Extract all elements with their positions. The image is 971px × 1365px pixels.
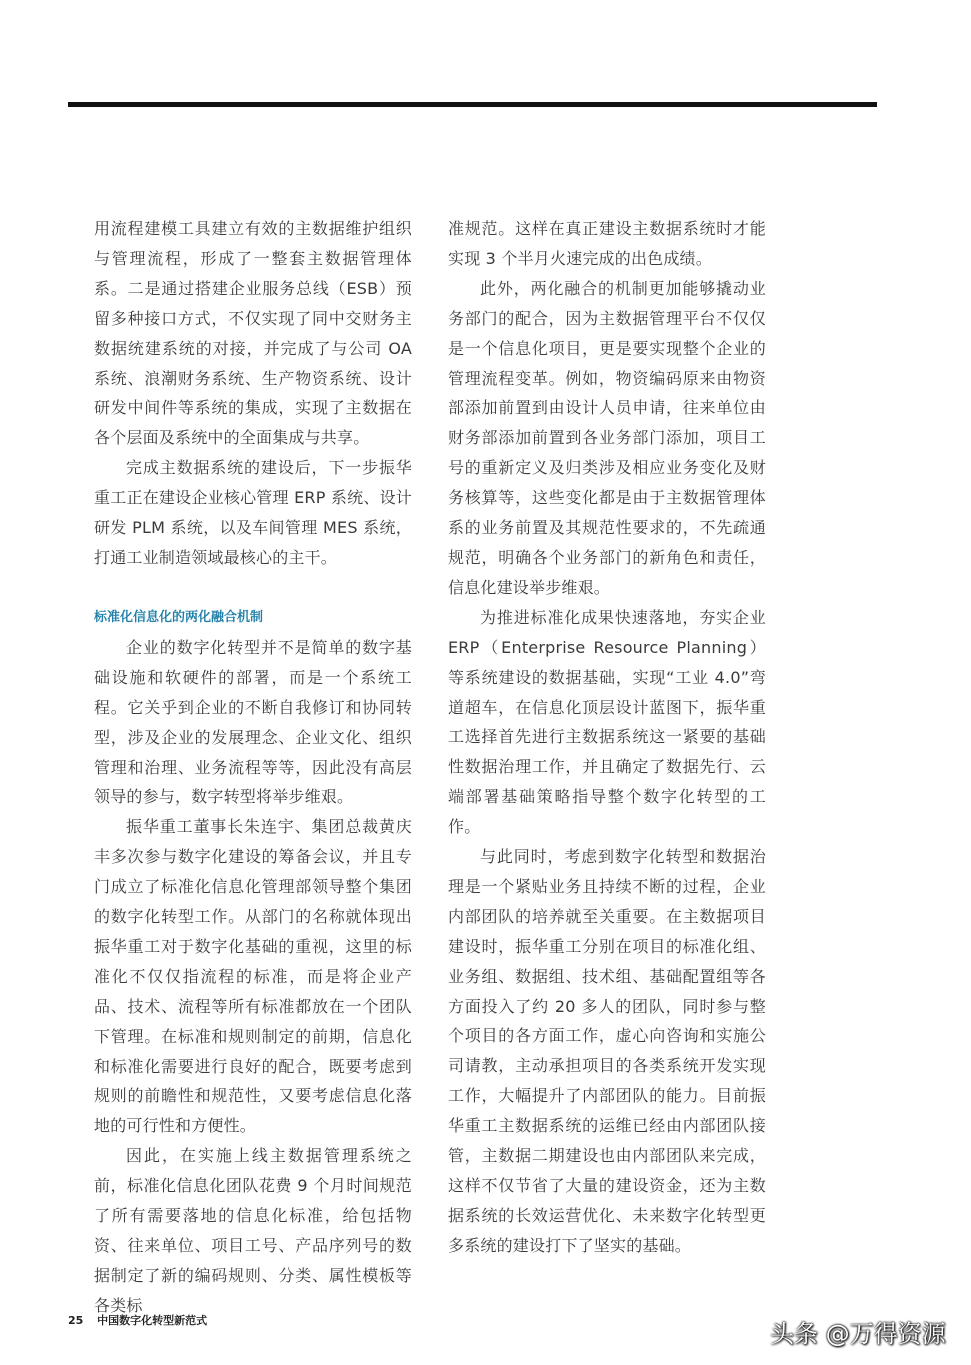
left-paragraph-5: 因此，在实施上线主数据管理系统之前，标准化信息化团队花费 9 个月时间规范了所有需要落地的信息化标准，给包括物资、往来单位、项目工号、产品序列号的数据制定了新的编码规则、分类、属性模板等各类标 <box>94 1146 412 1315</box>
right-paragraph-1: 准规范。这样在真正建设主数据系统时才能实现 3 个半月火速完成的出色成绩。 <box>448 219 766 268</box>
page-number: 25 <box>68 1314 84 1327</box>
left-paragraph-4: 振华重工董事长朱连宇、集团总裁黄庆丰多次参与数字化建设的筹备会议，并且专门成立了标准化信息化管理部领导整个集团的数字化转型工作。从部门的名称就体现出振华重工对于数字化基础的重视，这里的标准化不仅仅指流程的标准，而是将企业产品、技术、流程等所有标准都放在一个团队下管理。在标准和规则制定的前期，信息化和标准化需要进行良好的配合，既要考虑到规则的前瞻性和规范性，又要考虑信息化落地的可行性和方便性。 <box>94 817 412 1136</box>
watermark: 头条 @万得资源 <box>770 1320 946 1348</box>
left-column <box>94 214 412 1321</box>
right-paragraph-4: 与此同时，考虑到数字化转型和数据治理是一个紧贴业务且持续不断的过程，企业内部团队的培养就至关重要。在主数据项目建设时，振华重工分别在项目的标准化组、业务组、数据组、技术组、基础配置组等各方面投入了约 20 多人的团队，同时参与整个项目的各方面工作，虚心向咨询和实施公司请教，主动承担项目的各类系统开发实现工作，大幅提升了内部团队的能力。目前振华重工主数据系统的运维已经由内部团队接管，主数据二期建设也由内部团队来完成，这样不仅节省了大量的建设资金，还为主数据系统的长效运营优化、未来数字化转型更多系统的建设打下了坚实的基础。 <box>448 847 766 1255</box>
left-paragraph-3: 企业的数字化转型并不是简单的数字基础设施和软硬件的部署，而是一个系统工程。它关乎到企业的不断自我修订和协同转型，涉及企业的发展理念、企业文化、组织管理和治理、业务流程等等，因此没有高层领导的参与，数字转型将举步维艰。 <box>94 637 412 807</box>
left-paragraph-2: 完成主数据系统的建设后，下一步振华重工正在建设企业核心管理 ERP 系统、设计研发 PLM 系统，以及车间管理 MES 系统，打通工业制造领域最核心的主干。 <box>94 458 412 567</box>
section-heading: 标准化信息化的两化融合机制 <box>94 609 264 625</box>
publication-title: 中国数字化转型新范式 <box>97 1314 208 1327</box>
right-paragraph-2: 此外，两化融合的机制更加能够撬动业务部门的配合，因为主数据管理平台不仅仅是一个信息化项目，更是要实现整个企业的管理流程变革。例如，物资编码原来由物资部添加前置到由设计人员申请，往来单位由财务部添加前置到各业务部门添加，项目工号的重新定义及归类涉及相应业务变化及财务核算等，这些变化都是由于主数据管理体系的业务前置及其规范性要求的，不先疏通规范，明确各个业务部门的新角色和责任，信息化建设举步维艰。 <box>448 278 766 597</box>
header-rule <box>68 102 877 107</box>
right-paragraph-3: 为推进标准化成果快速落地，夯实企业 ERP（Enterprise Resource Planning）等系统建设的数据基础，实现“工业 4.0”弯道超车，在信息化顶层设计蓝图下，振华重工选择首先进行主数据系统这一紧要的基础性数据治理工作，并且确定了数据先行、云端部署基础策略指导整个数字化转型的工作。 <box>448 607 766 837</box>
page-footer <box>68 1312 207 1328</box>
left-paragraph-1: 用流程建模工具建立有效的主数据维护组织与管理流程，形成了一整套主数据管理体系。二是通过搭建企业服务总线（ESB）预留多种接口方式，不仅实现了同中交财务主数据统建系统的对接，并完成了与公司 OA 系统、浪潮财务系统、生产物资系统、设计研发中间件等系统的集成，实现了主数据在各个层面及系统中的全面集成与共享。 <box>94 219 412 448</box>
right-column <box>448 214 766 1261</box>
